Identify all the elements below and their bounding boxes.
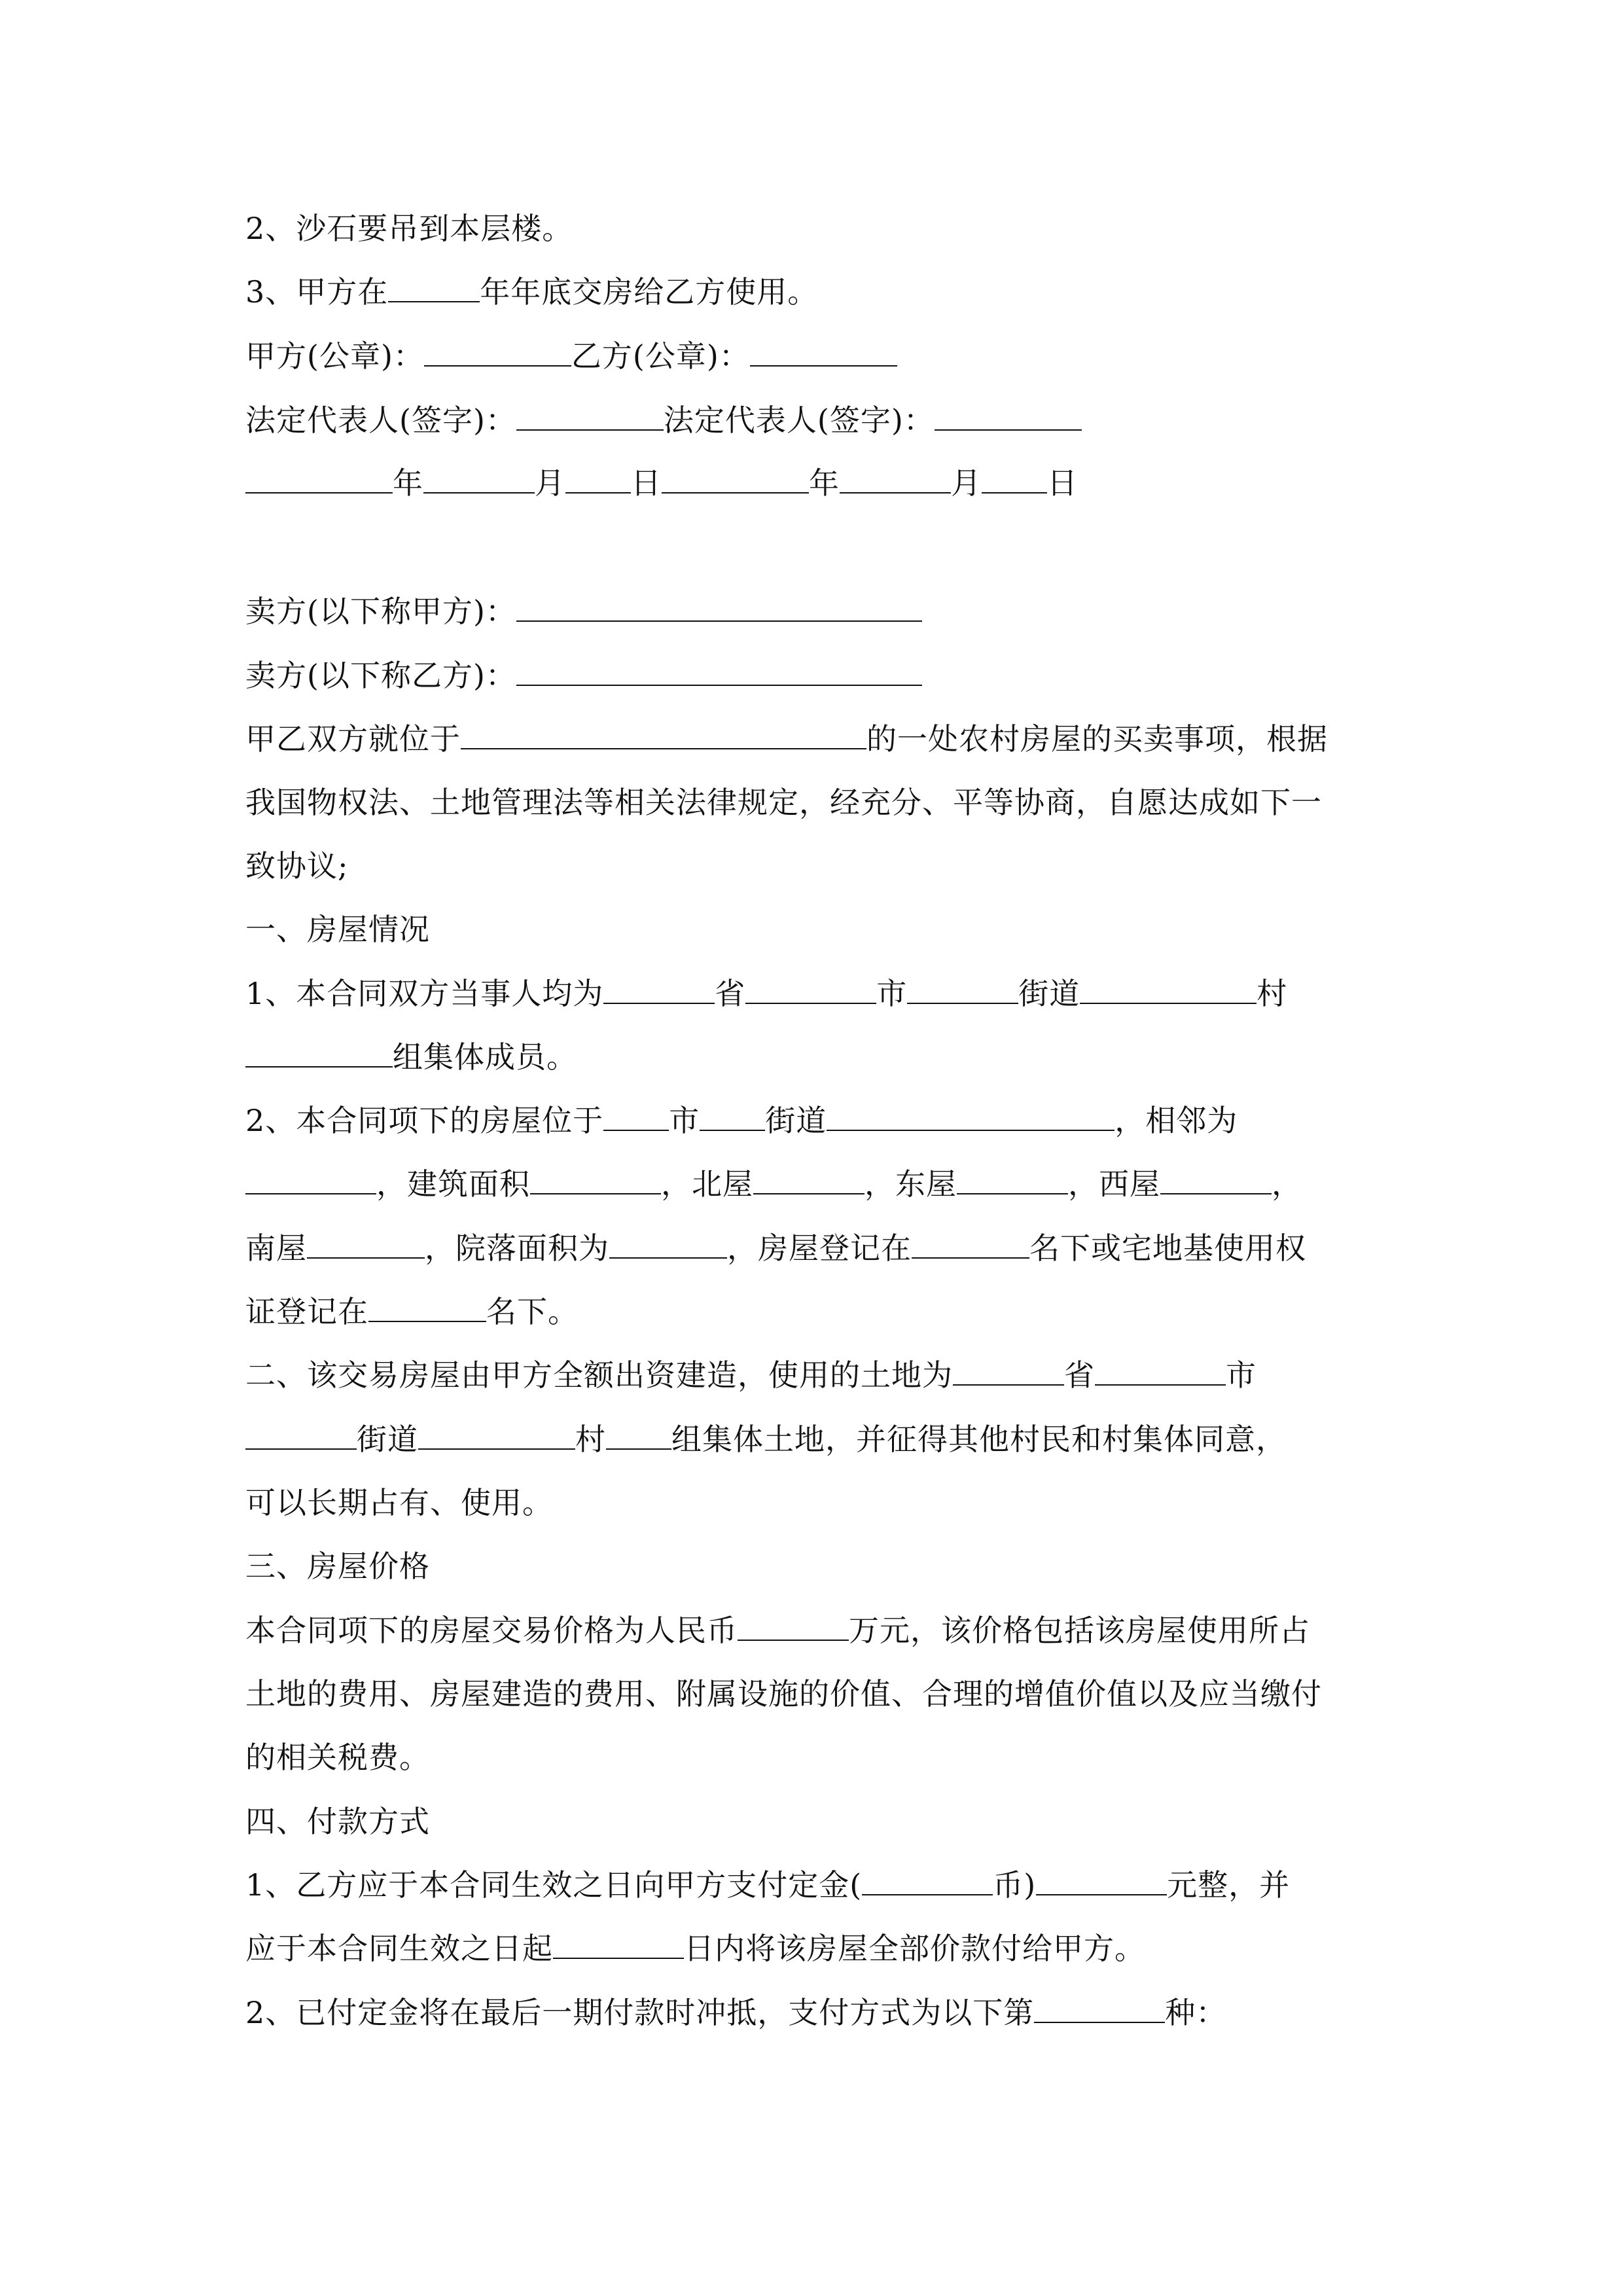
date-b-day-blank[interactable] xyxy=(982,463,1047,493)
buyer-blank[interactable] xyxy=(516,656,922,686)
area-blank[interactable] xyxy=(530,1164,661,1194)
intro-line-3: 致协议; xyxy=(245,848,349,884)
house-city-blank[interactable] xyxy=(603,1101,669,1131)
land-village-blank[interactable] xyxy=(418,1420,575,1450)
price-line-3: 的相关税费。 xyxy=(245,1740,430,1775)
city-blank[interactable] xyxy=(745,974,876,1004)
date-b-month-blank[interactable] xyxy=(840,463,951,493)
certificate-owner-blank[interactable] xyxy=(368,1292,486,1322)
deposit-currency-blank[interactable] xyxy=(862,1865,993,1895)
street-blank[interactable] xyxy=(907,974,1018,1004)
land-province-blank[interactable] xyxy=(953,1355,1064,1386)
house-street-blank[interactable] xyxy=(700,1101,765,1131)
seller-blank[interactable] xyxy=(516,592,922,622)
section-1-heading: 一、房屋情况 xyxy=(245,912,430,947)
north-room-blank[interactable] xyxy=(753,1164,865,1194)
west-room-blank[interactable] xyxy=(1160,1164,1272,1194)
clause-1-line-2: 组集体成员。 xyxy=(245,1037,1397,1077)
seller-line: 卖方(以下称甲方)： xyxy=(245,591,1397,632)
payment-line-1: 1、乙方应于本合同生效之日向甲方支付定金( 币) 元整，并 xyxy=(245,1865,1397,1905)
signature-line: 法定代表人(签字)： 法定代表人(签字)： xyxy=(245,400,1397,440)
group-blank[interactable] xyxy=(245,1037,393,1067)
clause-handover: 3、甲方在 年年底交房给乙方使用。 xyxy=(245,272,1397,312)
date-a-year-blank[interactable] xyxy=(245,463,393,493)
section-2-line-2: 街道 村 组集体土地，并征得其他村民和村集体同意， xyxy=(245,1419,1397,1460)
east-room-blank[interactable] xyxy=(957,1164,1068,1194)
section-4-heading: 四、付款方式 xyxy=(245,1804,430,1839)
price-line-1: 本合同项下的房屋交易价格为人民币 万元，该价格包括该房屋使用所占 xyxy=(245,1610,1397,1651)
party-a-rep-blank[interactable] xyxy=(516,401,664,431)
location-blank[interactable] xyxy=(461,719,866,749)
date-b-year-blank[interactable] xyxy=(662,463,809,493)
seal-line: 甲方(公章)： 乙方(公章)： xyxy=(245,336,1397,376)
deposit-amount-blank[interactable] xyxy=(1036,1865,1167,1895)
village-blank[interactable] xyxy=(1080,974,1257,1004)
intro-line-2: 我国物权法、土地管理法等相关法律规定，经充分、平等协商，自愿达成如下一 xyxy=(245,785,1322,820)
clause-sand-lift: 2、沙石要吊到本层楼。 xyxy=(245,211,573,246)
clause-2-line-4: 证登记在 名下。 xyxy=(245,1291,1397,1332)
yard-area-blank[interactable] xyxy=(609,1229,727,1259)
clause-2-line-3: 南屋 ，院落面积为 ，房屋登记在 名下或宅地基使用权 xyxy=(245,1228,1397,1268)
date-a-day-blank[interactable] xyxy=(565,463,631,493)
section-2-line-1: 二、该交易房屋由甲方全额出资建造，使用的土地为 省 市 xyxy=(245,1355,1397,1395)
section-3-heading: 三、房屋价格 xyxy=(245,1549,430,1584)
land-street-blank[interactable] xyxy=(245,1420,357,1450)
house-address-blank[interactable] xyxy=(827,1101,1115,1131)
land-group-blank[interactable] xyxy=(606,1420,671,1450)
south-room-blank[interactable] xyxy=(307,1229,425,1259)
payment-days-blank[interactable] xyxy=(553,1929,684,1959)
province-blank[interactable] xyxy=(603,974,715,1004)
date-line: 年 月 日 年 月 日 xyxy=(245,463,1397,503)
clause-2-line-2: ，建筑面积 ，北屋 ，东屋 ，西屋 ， xyxy=(245,1164,1397,1204)
party-b-rep-blank[interactable] xyxy=(935,401,1082,431)
price-blank[interactable] xyxy=(738,1611,849,1641)
year-blank[interactable] xyxy=(388,272,480,302)
clause-1-line-1: 1、本合同双方当事人均为 省 市 街道 村 xyxy=(245,973,1397,1014)
payment-line-2: 应于本合同生效之日起 日内将该房屋全部价款付给甲方。 xyxy=(245,1928,1397,1969)
registered-owner-blank[interactable] xyxy=(912,1229,1029,1259)
price-line-2: 土地的费用、房屋建造的费用、附属设施的价值、合理的增值价值以及应当缴付 xyxy=(245,1676,1322,1712)
intro-line-1: 甲乙双方就位于 的一处农村房屋的买卖事项，根据 xyxy=(245,719,1397,759)
party-b-seal-blank[interactable] xyxy=(750,336,897,367)
payment-method-blank[interactable] xyxy=(1034,1993,1165,2023)
party-a-seal-blank[interactable] xyxy=(424,336,571,367)
buyer-line: 卖方(以下称乙方)： xyxy=(245,655,1397,696)
section-2-line-3: 可以长期占有、使用。 xyxy=(245,1485,553,1520)
date-a-month-blank[interactable] xyxy=(423,463,535,493)
neighbor-blank[interactable] xyxy=(245,1164,376,1194)
land-city-blank[interactable] xyxy=(1095,1355,1226,1386)
payment-line-3: 2、已付定金将在最后一期付款时冲抵，支付方式为以下第 种： xyxy=(245,1992,1397,2033)
clause-2-line-1: 2、本合同项下的房屋位于 市 街道 ，相邻为 xyxy=(245,1100,1397,1141)
